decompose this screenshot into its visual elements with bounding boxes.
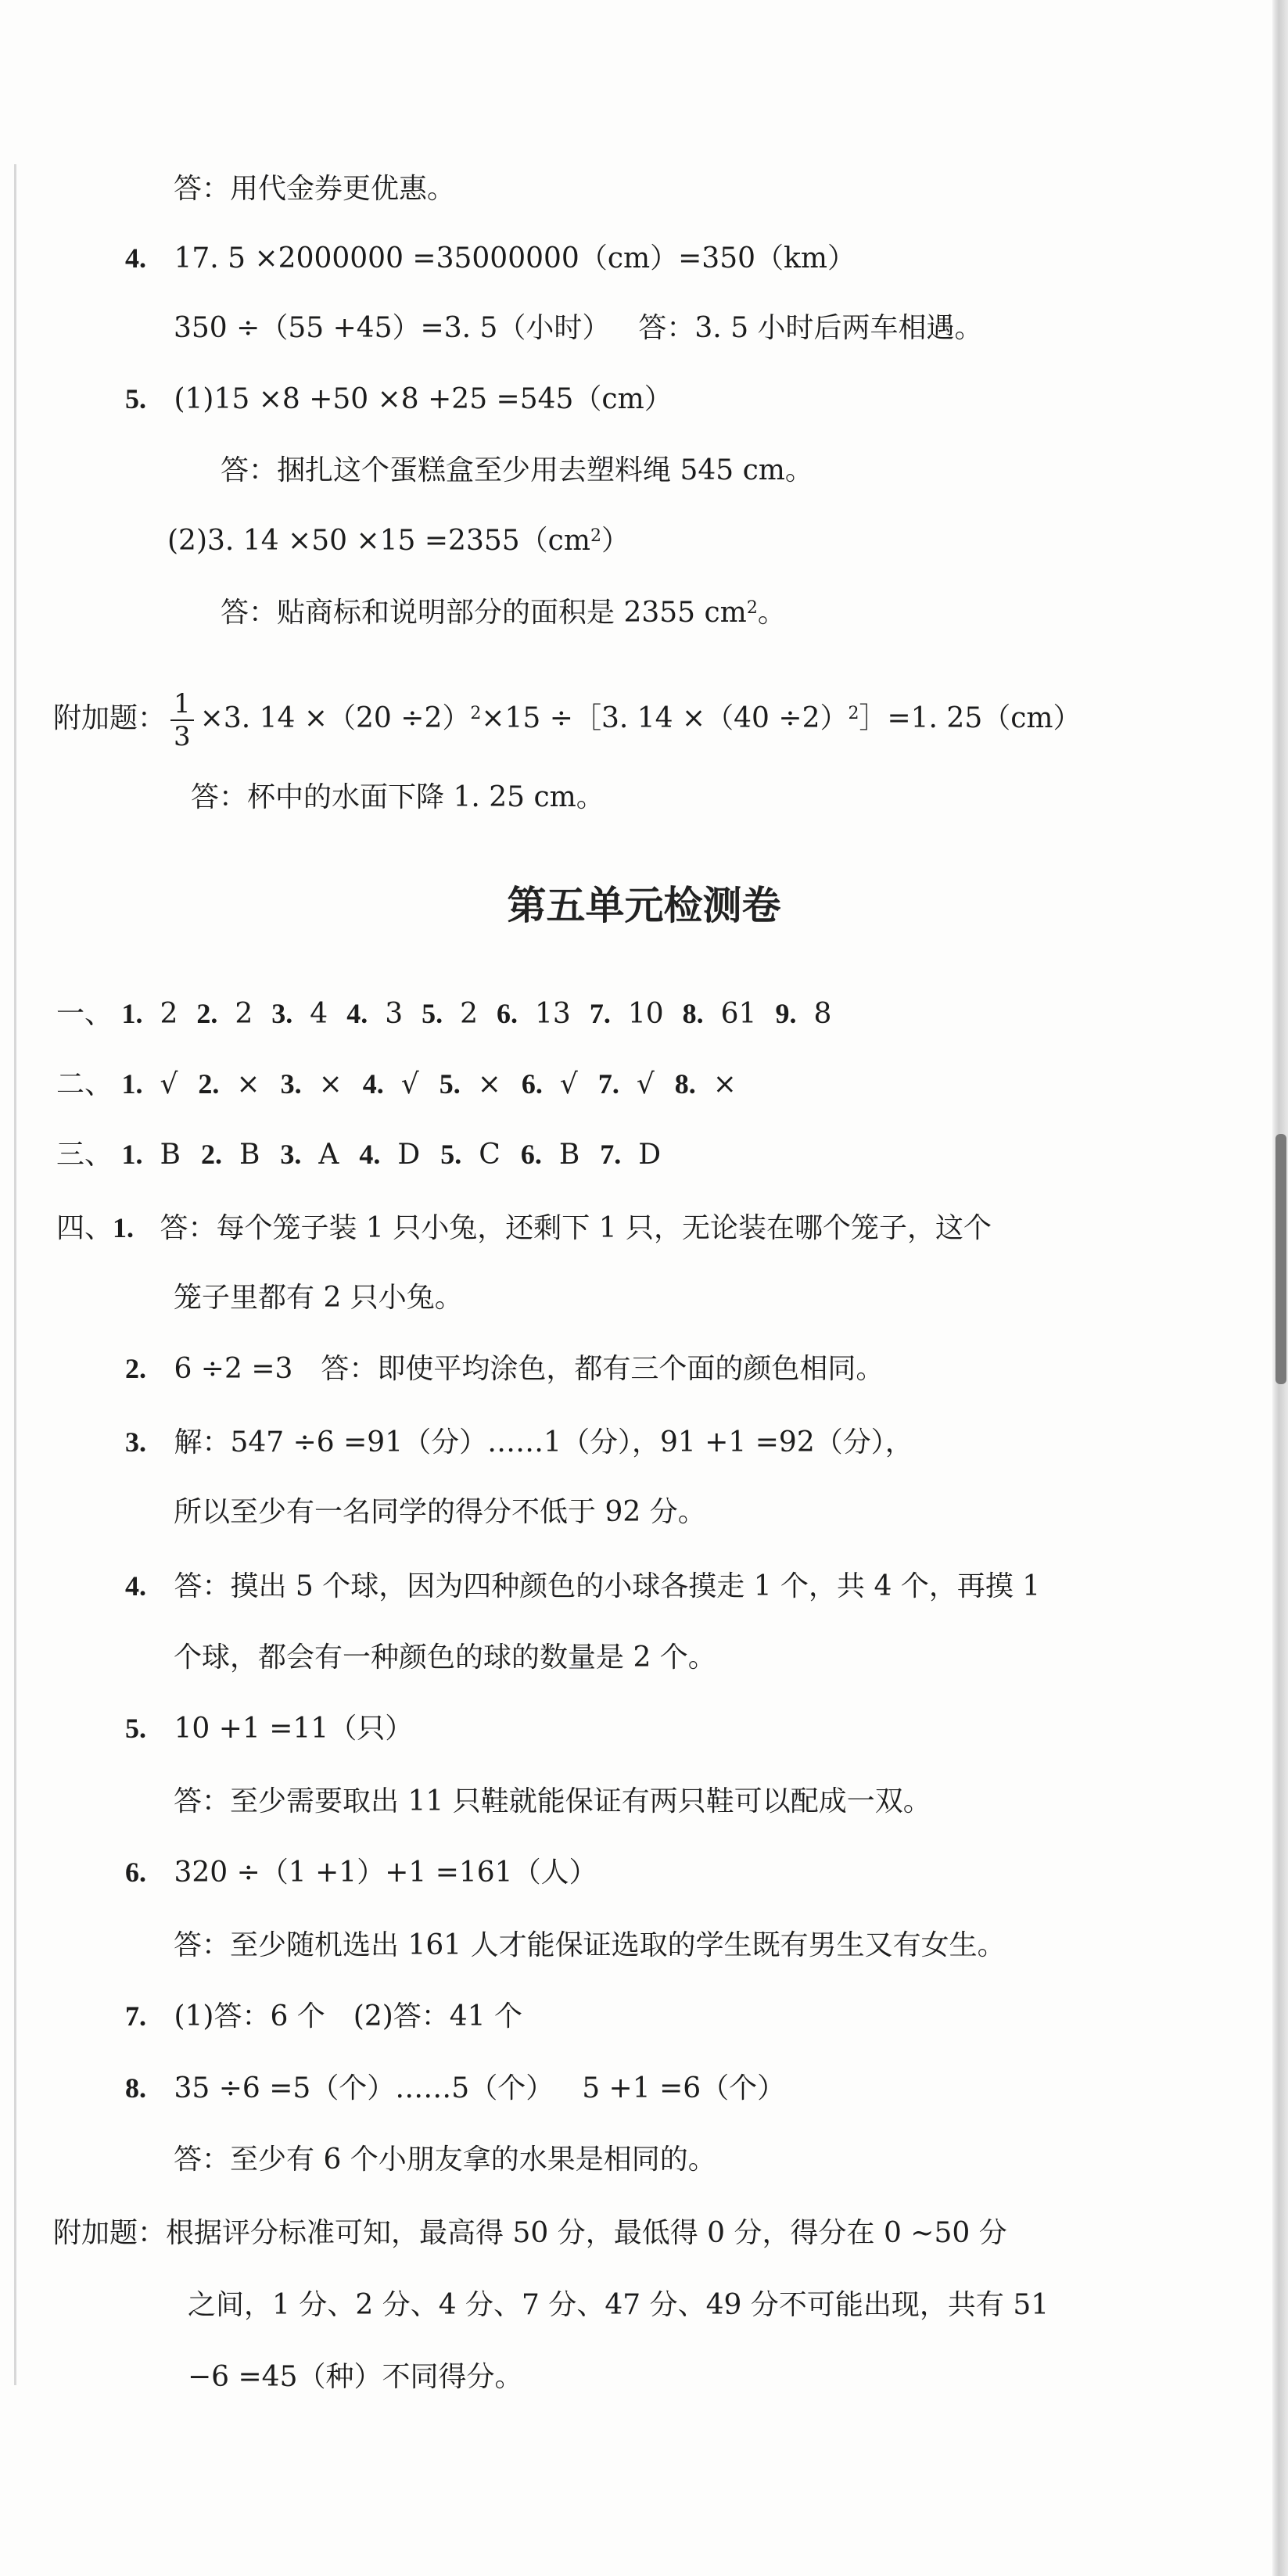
answer-item [522,1068,578,1100]
bracket: ） [601,525,630,557]
question-number: 5. [125,383,146,414]
fraction-numerator: 1 [170,688,194,721]
answer-value: D [638,1139,662,1171]
question-number: 4. [346,998,368,1029]
answer-item [121,998,178,1030]
part-four-q4-line-1 [125,1567,1040,1606]
answer-item [600,1139,661,1171]
bonus-answer: 答：杯中的水面下降 1. 25 cm。 [191,781,605,813]
answer-value: D [397,1139,421,1171]
answer-text: (1)答：6 个 [174,2000,325,2032]
expression: ×3. 14 ×（20 ÷2） [199,702,471,734]
part-four-q3-line-2: 所以至少有一名同学的得分不低于 92 分。 [174,1496,706,1528]
part-four-q7 [125,1997,522,2036]
answer-text: 答：即使平均涂色，都有三个面的颜色相同。 [321,1353,884,1385]
bonus-2-line-1 [53,2215,1007,2252]
answer-item [121,1139,180,1171]
answer-value: √ [400,1068,419,1100]
answer-value: √ [160,1068,178,1100]
answer-value: √ [636,1068,655,1100]
answer-item [440,1139,500,1171]
answer-value: 10 [627,998,664,1030]
part-three-items [121,1139,661,1171]
question-number: 3. [280,1139,302,1170]
question-number: 5. [439,1068,461,1100]
part-label: 四、 [56,1212,113,1244]
equation: 35 ÷6 =5（个）……5（个） [174,2072,554,2104]
superscript: 2 [746,598,758,618]
question-number: 6. [521,1068,543,1100]
answer-value: A [318,1139,339,1171]
question-number: 2. [125,1353,146,1384]
question-number: 5. [125,1713,146,1744]
question-number: 5. [422,998,443,1029]
answer-item [675,1068,737,1100]
part-two-items [121,1068,737,1100]
answer-value: × [477,1068,501,1100]
part-three-row [56,1136,661,1174]
answer-item [359,1139,420,1171]
answer-value: 3 [385,998,404,1030]
question-number: 6. [497,998,518,1029]
answer-item [590,998,664,1030]
question-5-answer-2 [221,594,786,632]
answer-value: 4 [310,998,328,1030]
part-four-q5-line-2: 答：至少需要取出 11 只鞋就能保证有两只鞋可以配成一双。 [174,1785,931,1817]
part-four-q4-line-2: 个球，都会有一种颜色的球的数量是 2 个。 [174,1641,716,1674]
expression: ］=1. 25（cm） [859,702,1082,734]
answer-item [346,998,403,1030]
question-number: 8. [674,1068,696,1100]
question-number: 7. [600,1139,622,1170]
question-number: 3. [125,1426,146,1458]
page-left-shadow [14,164,16,2385]
question-4-line-1 [125,239,856,278]
answer-item [497,998,571,1030]
answer-item [422,998,478,1030]
question-number: 7. [597,1068,619,1100]
answer-item [775,998,831,1030]
part-four-q6-line-1 [125,1853,597,1892]
equation: (1)15 ×8 +50 ×8 +25 =545（cm） [174,383,673,415]
question-number: 4. [362,1068,384,1100]
answer-value: × [318,1068,343,1100]
equation: 350 ÷（55 +45）=3. 5（小时） [174,312,611,344]
question-number: 2. [200,1139,222,1170]
superscript: 2 [470,704,482,723]
answer-item [363,1068,419,1100]
answer-value: B [558,1139,580,1171]
equation: 10 +1 =11（只） [174,1713,414,1745]
part-four-q8-line-1 [125,2069,785,2108]
answer-value: 2 [460,998,478,1030]
part-one-row [56,995,831,1033]
fraction [170,688,194,752]
part-one-items [121,998,831,1030]
answer-value: 61 [720,998,757,1030]
question-number: 6. [520,1139,542,1170]
answer-text: 答：每个笼子装 1 只小兔，还剩下 1 只，无论装在哪个笼子，这个 [160,1212,992,1244]
answer-item [683,998,757,1030]
answer-value: × [712,1068,737,1100]
answer-value: B [160,1139,181,1171]
question-number: 1. [121,1068,143,1100]
question-5-answer-1: 答：捆扎这个蛋糕盒至少用去塑料绳 545 cm。 [221,454,813,486]
bonus-equation [53,683,1082,754]
solution-text: 解：547 ÷6 =91（分）……1（分），91 +1 =92（分）， [174,1426,913,1458]
answer-item [121,1068,178,1100]
part-four-q3-line-1 [125,1423,913,1462]
question-number: 9. [775,998,797,1029]
question-number: 1. [121,998,143,1029]
question-number: 5. [440,1139,462,1170]
equation: 17. 5 ×2000000 =35000000（cm）=350（km） [174,242,856,274]
question-number: 7. [125,2000,146,2032]
part-four-q6-line-2: 答：至少随机选出 161 人才能保证选取的学生既有男生又有女生。 [174,1929,1006,1961]
question-number: 7. [589,998,611,1029]
part-four-q5-line-1 [125,1710,413,1748]
answer-text: 答：3. 5 小时后两车相遇。 [638,312,983,344]
answer-value: 2 [235,998,253,1030]
answer-value: 8 [813,998,832,1030]
bonus-text: 根据评分标准可知，最高得 50 分，最低得 0 分，得分在 0 ~50 分 [166,2217,1007,2249]
answer-text: 答：贴商标和说明部分的面积是 2355 cm [221,597,747,629]
question-number: 1. [121,1139,143,1170]
answer-text: (2)答：41 个 [353,2000,523,2032]
part-label: 三、 [56,1139,113,1171]
bonus-2-line-3: −6 =45（种）不同得分。 [188,2361,523,2393]
question-number: 2. [198,1068,220,1100]
part-label: 二、 [56,1068,113,1100]
equation: 320 ÷（1 +1）+1 =161（人） [174,1857,597,1889]
equation: (2)3. 14 ×50 ×15 =2355（cm [167,525,590,557]
fraction-denominator: 3 [174,721,191,752]
answer-item [521,1139,579,1171]
answer-line: 答：用代金券更优惠。 [174,173,456,205]
answer-value: 2 [160,998,178,1030]
question-number: 4. [359,1139,381,1170]
answer-item [271,998,328,1030]
question-5-line-2 [167,522,630,560]
answer-text: 答：摸出 5 个球，因为四种颜色的小球各摸走 1 个，共 4 个，再摸 1 [174,1570,1041,1602]
answer-value: × [236,1068,260,1100]
answer-item [281,1068,343,1100]
equation: 6 ÷2 =3 [174,1353,293,1385]
question-number: 4. [125,242,146,274]
section-title: 第五单元检测卷 [507,883,781,928]
answer-value: C [479,1139,500,1171]
answer-item [196,998,253,1030]
question-4-line-2 [174,310,983,347]
part-four-q2 [125,1350,884,1388]
part-four-q1-line-2: 笼子里都有 2 只小兔。 [174,1282,463,1314]
bonus-2-line-2: 之间，1 分、2 分、4 分、7 分、47 分、49 分不可能出现，共有 51 [188,2289,1049,2321]
answer-value: √ [559,1068,578,1100]
bonus-label: 附加题： [53,2217,167,2249]
answer-value: B [239,1139,260,1171]
equation: 5 +1 =6（个） [582,2072,786,2104]
answer-item [439,1068,501,1100]
answer-item [201,1139,260,1171]
part-label: 一、 [56,998,113,1030]
superscript: 2 [848,704,859,723]
expression: ×15 ÷［3. 14 ×（40 ÷2） [481,702,849,734]
answer-value: 13 [535,998,571,1030]
answer-item [280,1139,339,1171]
question-5-line-1 [125,380,673,418]
question-number: 4. [125,1570,146,1602]
question-number: 3. [280,1068,302,1100]
part-two-row [56,1065,737,1103]
part-four-q1-line-1 [56,1209,992,1247]
question-number: 1. [113,1212,135,1243]
part-four-q8-line-2: 答：至少有 6 个小朋友拿的水果是相同的。 [174,2144,716,2176]
superscript: 2 [590,526,601,546]
bonus-label: 附加题： [53,702,167,734]
question-number: 3. [271,998,293,1029]
answer-item [598,1068,655,1100]
punctuation: 。 [757,597,786,629]
binding-mark [1275,1134,1286,1384]
question-number: 8. [682,998,704,1029]
question-number: 6. [125,1857,146,1888]
question-number: 8. [125,2072,146,2104]
question-number: 2. [196,998,218,1029]
answer-item [198,1068,260,1100]
